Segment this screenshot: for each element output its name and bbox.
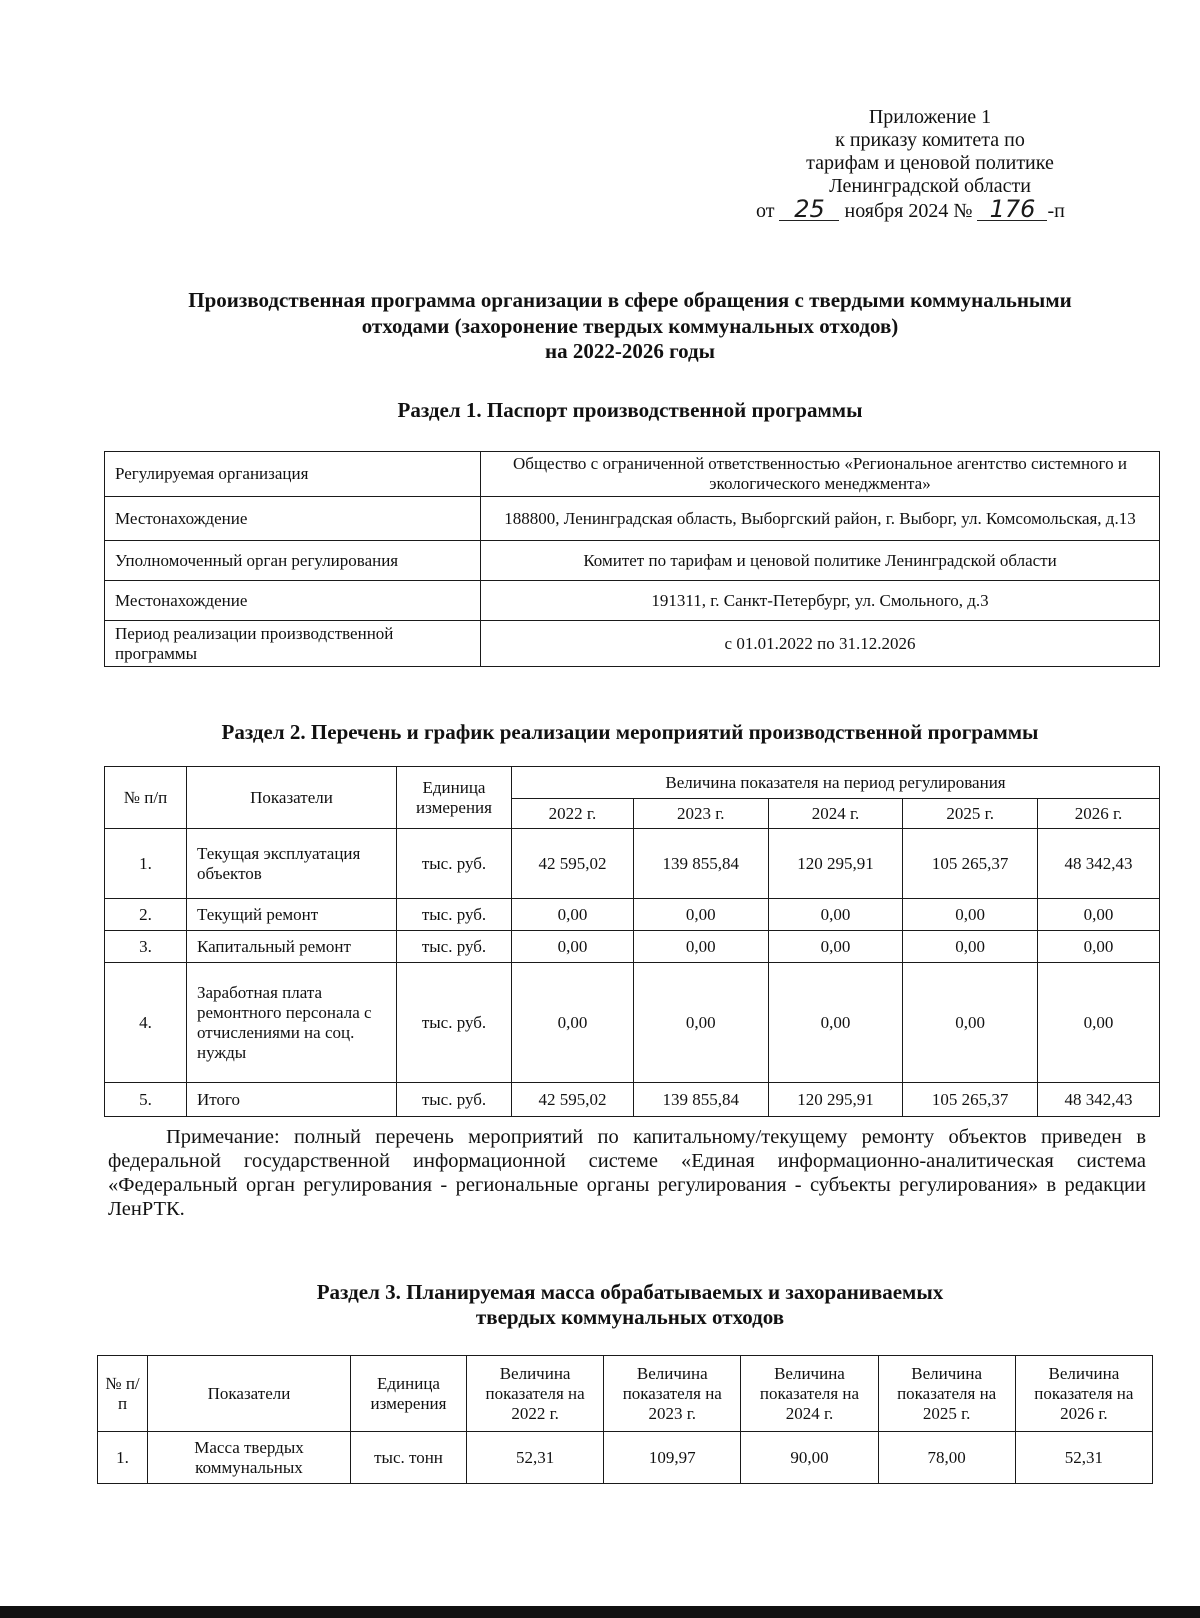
row-value: 0,00 — [512, 899, 634, 931]
row-value: 0,00 — [512, 963, 634, 1083]
waste-mass-table — [97, 1355, 1153, 1484]
passport-key: Регулируемая организация — [105, 452, 481, 497]
mass-row-num: 1. — [98, 1432, 148, 1484]
activity-row — [105, 931, 1160, 963]
mass-header-row — [98, 1356, 1153, 1432]
header-period: Величина показателя на период регулирования — [512, 767, 1160, 799]
row-value: 0,00 — [633, 963, 768, 1083]
row-value: 42 595,02 — [512, 829, 634, 899]
row-num: 4. — [105, 963, 187, 1083]
row-name: Капитальный ремонт — [187, 931, 397, 963]
row-unit: тыс. руб. — [397, 1083, 512, 1117]
mass-header-year: Величина показателя на 2026 г. — [1015, 1356, 1152, 1432]
mass-row-value: 52,31 — [1015, 1432, 1152, 1484]
mass-header-name: Показатели — [148, 1356, 351, 1432]
row-value: 139 855,84 — [633, 1083, 768, 1117]
row-num: 5. — [105, 1083, 187, 1117]
row-value: 0,00 — [768, 899, 903, 931]
row-value: 0,00 — [903, 899, 1038, 931]
row-value: 0,00 — [903, 931, 1038, 963]
section-1-title: Раздел 1. Паспорт производственной программы — [397, 398, 863, 422]
passport-row — [105, 452, 1160, 497]
passport-key: Местонахождение — [105, 581, 481, 621]
row-value: 0,00 — [768, 931, 903, 963]
mass-header-year: Величина показателя на 2025 г. — [878, 1356, 1015, 1432]
row-unit: тыс. руб. — [397, 931, 512, 963]
order-suffix: -п — [1047, 200, 1065, 222]
mass-header-year: Величина показателя на 2024 г. — [741, 1356, 878, 1432]
row-value: 0,00 — [903, 963, 1038, 1083]
row-name: Текущая эксплуатация объектов — [187, 829, 397, 899]
date-prefix: от — [756, 200, 775, 222]
passport-table-body — [105, 452, 1160, 667]
row-value: 0,00 — [1038, 899, 1160, 931]
row-value: 48 342,43 — [1038, 829, 1160, 899]
row-name: Итого — [187, 1083, 397, 1117]
passport-key: Уполномоченный орган регулирования — [105, 541, 481, 581]
section-3-title-line-2: твердых коммунальных отходов — [475, 1305, 785, 1329]
header-year: 2024 г. — [768, 799, 903, 829]
header-year: 2025 г. — [903, 799, 1038, 829]
header-year: 2026 г. — [1038, 799, 1160, 829]
title-line-1: Производственная программа организации в сфере обращения с твердыми коммунальными — [188, 288, 1072, 312]
handwritten-number: 176 — [977, 198, 1047, 221]
mass-header-year: Величина показателя на 2023 г. — [604, 1356, 741, 1432]
section-3-title — [105, 1280, 1155, 1330]
mass-row-unit: тыс. тонн — [351, 1432, 467, 1484]
passport-value: 188800, Ленинградская область, Выборгский район, г. Выборг, ул. Комсомольская, д.13 — [481, 497, 1160, 541]
mass-header-num: № п/п — [98, 1356, 148, 1432]
row-value: 42 595,02 — [512, 1083, 634, 1117]
row-value: 0,00 — [633, 899, 768, 931]
activity-row — [105, 829, 1160, 899]
row-num: 3. — [105, 931, 187, 963]
passport-row — [105, 621, 1160, 667]
waste-mass-table-body — [98, 1432, 1153, 1484]
row-value: 48 342,43 — [1038, 1083, 1160, 1117]
passport-row — [105, 541, 1160, 581]
passport-row — [105, 497, 1160, 541]
passport-key: Местонахождение — [105, 497, 481, 541]
row-num: 2. — [105, 899, 187, 931]
mass-row-value: 78,00 — [878, 1432, 1015, 1484]
row-value: 105 265,37 — [903, 1083, 1038, 1117]
mass-row-value: 52,31 — [467, 1432, 604, 1484]
row-value: 0,00 — [1038, 931, 1160, 963]
annex-line-1: Приложение 1 — [868, 106, 992, 128]
row-name: Текущий ремонт — [187, 899, 397, 931]
title-line-2: отходами (захоронение твердых коммунальных отходов) — [361, 313, 899, 338]
mass-row-name: Масса твердых коммунальных — [148, 1432, 351, 1484]
activity-row — [105, 963, 1160, 1083]
note-paragraph: Примечание: полный перечень мероприятий по капитальному/текущему ремонту объектов приведен в федеральной государственной информационной системе «Единая информационно-аналитическая система «Федеральный орган регулирования - региональные органы регулирования - субъекты регулирования» в редакции ЛенРТК. — [108, 1126, 1146, 1220]
header-year: 2023 г. — [633, 799, 768, 829]
passport-value: Комитет по тарифам и ценовой политике Ленинградской области — [481, 541, 1160, 581]
activity-row — [105, 899, 1160, 931]
mass-row — [98, 1432, 1153, 1484]
row-value: 120 295,91 — [768, 1083, 903, 1117]
handwritten-day: 25 — [779, 198, 839, 221]
passport-value: с 01.01.2022 по 31.12.2026 — [481, 621, 1160, 667]
annex-line-3: тарифам и ценовой политике — [806, 152, 1054, 174]
title-line-3: на 2022-2026 годы — [544, 339, 716, 363]
section-3-title-line-1: Раздел 3. Планируемая масса обрабатываемых и захораниваемых — [316, 1280, 944, 1304]
header-num: № п/п — [105, 767, 187, 829]
passport-value: 191311, г. Санкт-Петербург, ул. Смольного, д.3 — [481, 581, 1160, 621]
row-value: 120 295,91 — [768, 829, 903, 899]
passport-row — [105, 581, 1160, 621]
row-value: 0,00 — [768, 963, 903, 1083]
mass-row-value: 109,97 — [604, 1432, 741, 1484]
annex-date-line — [756, 195, 1120, 223]
mass-row-value: 90,00 — [741, 1432, 878, 1484]
activities-table-body — [105, 829, 1160, 1117]
header-year: 2022 г. — [512, 799, 634, 829]
annex-header — [740, 106, 1120, 223]
activity-row — [105, 1083, 1160, 1117]
annex-line-2: к приказу комитета по — [835, 129, 1025, 151]
row-num: 1. — [105, 829, 187, 899]
row-value: 139 855,84 — [633, 829, 768, 899]
scan-bottom-edge — [0, 1606, 1200, 1618]
row-unit: тыс. руб. — [397, 963, 512, 1083]
row-unit: тыс. руб. — [397, 829, 512, 899]
row-unit: тыс. руб. — [397, 899, 512, 931]
passport-value: Общество с ограниченной ответственностью «Региональное агентство системного и экологического менеджмента» — [481, 452, 1160, 497]
row-value: 0,00 — [633, 931, 768, 963]
activities-table — [104, 766, 1160, 1117]
document-title — [105, 288, 1155, 365]
section-2-title: Раздел 2. Перечень и график реализации мероприятий производственной программы — [221, 720, 1039, 744]
annex-line-4: Ленинградской области — [829, 175, 1031, 197]
date-month-year: ноября 2024 № — [844, 200, 973, 222]
mass-header-unit: Единица измерения — [351, 1356, 467, 1432]
header-unit: Единица измерения — [397, 767, 512, 829]
passport-key: Период реализации производственной программы — [105, 621, 481, 667]
row-name: Заработная плата ремонтного персонала с отчислениями на соц. нужды — [187, 963, 397, 1083]
row-value: 0,00 — [512, 931, 634, 963]
header-name: Показатели — [187, 767, 397, 829]
passport-table — [104, 451, 1160, 667]
mass-header-year: Величина показателя на 2022 г. — [467, 1356, 604, 1432]
row-value: 105 265,37 — [903, 829, 1038, 899]
row-value: 0,00 — [1038, 963, 1160, 1083]
